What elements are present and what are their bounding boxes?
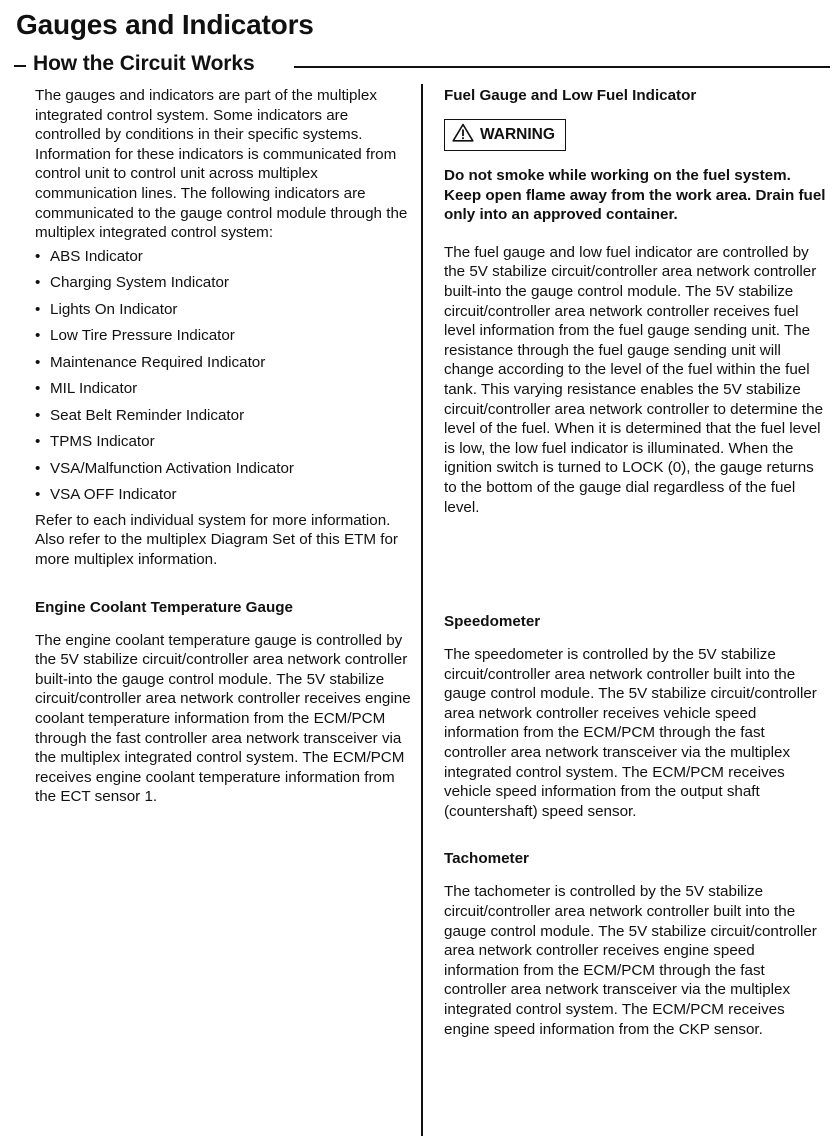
bullet-icon: •	[35, 380, 41, 398]
bullet-icon: •	[35, 327, 41, 345]
section-dash	[14, 65, 26, 67]
section-header	[14, 50, 830, 78]
list-item	[35, 300, 413, 327]
fuel-gauge-paragraph: The fuel gauge and low fuel indicator are controlled by the 5V stabilize circuit/controller area network controller built-into the gauge control module. The 5V stabilize circuit/controller area network controller receives fuel level information from the fuel gauge sending unit. The resistance through the fuel gauge sending unit will change according to the level of the fuel within the fuel tank. This varying resistance enables the 5V stabilize circuit/controller area network controller to determine the level of the fuel. When it is determined that the fuel level is low, the low fuel indicator is illuminated. When the ignition switch is turned to LOCK (0), the gauge returns to the bottom of the gauge dial regardless of the fuel level.	[444, 243, 824, 516]
bullet-icon: •	[35, 459, 41, 477]
refer-paragraph: Refer to each individual system for more information. Also refer to the multiplex Diagram Set of this ETM for more multiplex information.	[35, 511, 398, 568]
section-rule	[294, 66, 830, 68]
indicator-label: TPMS Indicator	[50, 433, 155, 451]
indicator-label: ABS Indicator	[50, 247, 143, 265]
tachometer-paragraph: The tachometer is controlled by the 5V stabilize circuit/controller area network controller built into the gauge control module. The 5V stabilize circuit/controller area network controller receives engine speed information from the ECM/PCM through the fast controller area network transceiver via the multiplex integrated control system. The ECM/PCM receives engine speed information from the CKP sensor.	[444, 883, 817, 1038]
speedometer-paragraph: The speedometer is controlled by the 5V stabilize circuit/controller area network controller built into the gauge control module. The 5V stabilize circuit/controller area network controller receives vehicle speed information from the ECM/PCM through the fast controller area network transceiver via the multiplex integrated control system. The ECM/PCM receives vehicle speed information from the output shaft (countershaft) speed sensor.	[444, 646, 817, 820]
warning-text: Do not smoke while working on the fuel system. Keep open flame away from the work area. Drain fuel only into an approved container.	[444, 167, 826, 224]
left-column	[35, 86, 413, 807]
speedometer-heading: Speedometer	[444, 613, 541, 631]
bullet-icon: •	[35, 300, 41, 318]
bullet-icon: •	[35, 433, 41, 451]
bullet-icon: •	[35, 406, 41, 424]
page-title: Gauges and Indicators	[16, 9, 314, 40]
engine-coolant-paragraph: The engine coolant temperature gauge is controlled by the 5V stabilize circuit/controller area network controller built-into the gauge control module. The 5V stabilize circuit/controller area network controller receives engine coolant temperature information from the ECM/PCM through the fast controller area network transceiver via the multiplex integrated control system. The ECM/PCM receives engine coolant temperature information from the ECT sensor 1.	[35, 631, 411, 806]
list-item	[35, 326, 413, 353]
right-column	[444, 86, 830, 1039]
section-title: How the Circuit Works	[33, 52, 255, 75]
bullet-icon: •	[35, 486, 41, 504]
list-item	[35, 432, 413, 459]
warning-triangle-icon	[452, 123, 474, 148]
indicator-label: MIL Indicator	[50, 380, 138, 398]
indicator-label: VSA/Malfunction Activation Indicator	[50, 459, 294, 477]
indicator-label: Low Tire Pressure Indicator	[50, 327, 235, 345]
fuel-gauge-heading: Fuel Gauge and Low Fuel Indicator	[444, 87, 697, 104]
warning-box	[444, 119, 566, 151]
list-item	[35, 247, 413, 274]
list-item	[35, 379, 413, 406]
bullet-icon: •	[35, 353, 41, 371]
column-divider	[421, 84, 423, 1136]
bullet-icon: •	[35, 247, 41, 265]
engine-coolant-heading: Engine Coolant Temperature Gauge	[35, 598, 293, 616]
list-item	[35, 485, 413, 512]
list-item	[35, 353, 413, 380]
indicator-label: Charging System Indicator	[50, 274, 229, 292]
indicator-label: Seat Belt Reminder Indicator	[50, 406, 245, 424]
list-item	[35, 273, 413, 300]
bullet-icon: •	[35, 274, 41, 292]
indicator-label: Maintenance Required Indicator	[50, 353, 266, 371]
indicator-list	[35, 247, 413, 512]
indicator-label: VSA OFF Indicator	[50, 486, 177, 504]
tachometer-heading: Tachometer	[444, 850, 529, 868]
list-item	[35, 459, 413, 486]
indicator-label: Lights On Indicator	[50, 300, 178, 318]
intro-paragraph: The gauges and indicators are part of the multiplex integrated control system. Some indicators are controlled by conditions in their specific systems. Information for these indicators is communicated from control unit to control unit across multiplex communication lines. The following indicators are communicated to the gauge control module through the multiplex integrated control system:	[35, 87, 408, 242]
warning-label: WARNING	[480, 126, 555, 143]
list-item	[35, 406, 413, 433]
